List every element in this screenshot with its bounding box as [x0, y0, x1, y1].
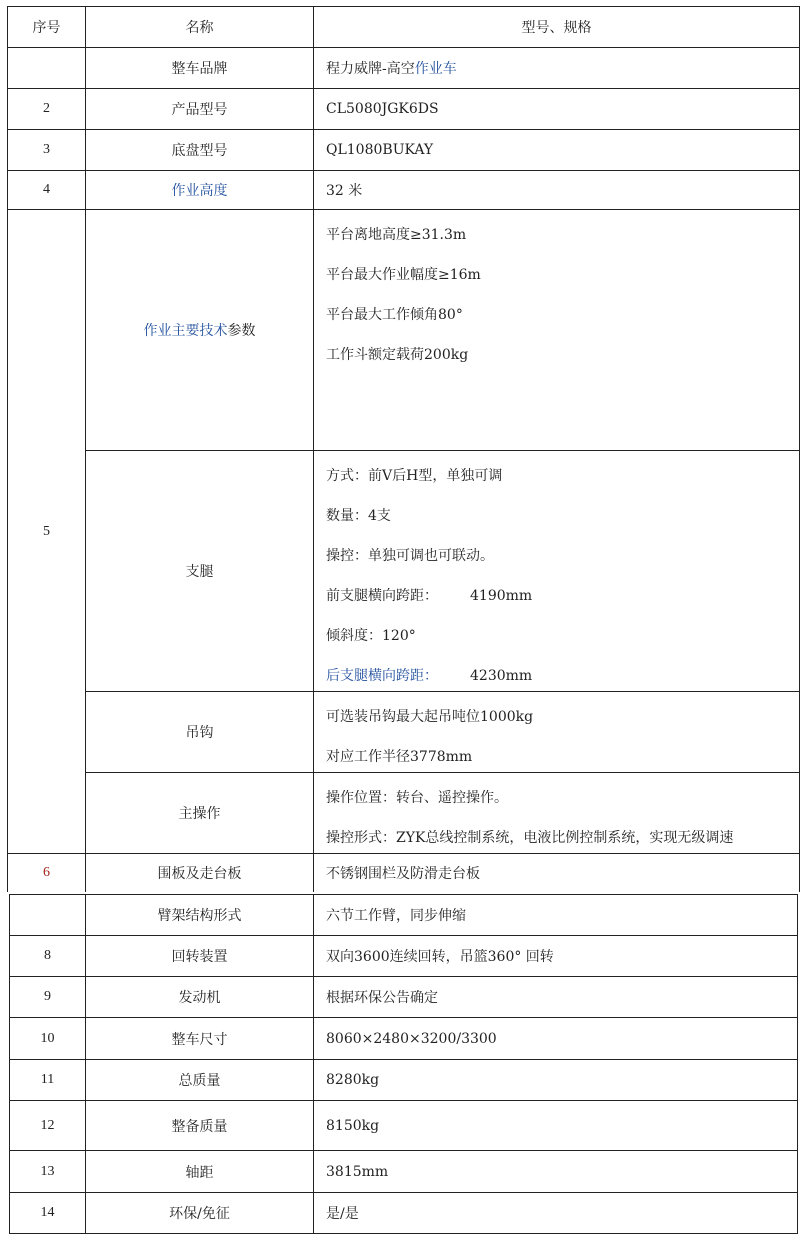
- row9-spec: 根据环保公告确定: [313, 976, 798, 1017]
- legs-name: 支腿: [85, 450, 313, 691]
- row14-seq: 14: [9, 1192, 85, 1234]
- row8-seq: 8: [9, 935, 85, 976]
- legs-line-front-span: [326, 585, 532, 605]
- operation-line-1: 操作位置：转台、遥控操作。: [326, 790, 508, 806]
- row11-name: 总质量: [85, 1059, 313, 1100]
- legs-line-tilt: 倾斜度：120°: [326, 628, 416, 644]
- row2-seq: 2: [7, 88, 85, 129]
- params-name: [85, 209, 313, 450]
- legs-line-rear-span: [326, 665, 532, 685]
- row8-spec: 双向3600连续回转，吊篮360° 回转: [313, 935, 798, 976]
- params-line-3: 平台最大工作倾角80°: [326, 307, 463, 323]
- row1-spec-link: 作业车: [414, 61, 457, 77]
- row4-name: 作业高度: [85, 170, 313, 209]
- params-line-1: 平台离地高度≥31.3m: [326, 227, 467, 243]
- row6-seq: 6: [7, 853, 85, 892]
- front-span-value: 4190mm: [470, 588, 533, 604]
- hook-spec: [313, 691, 800, 772]
- row3-spec: QL1080BUKAY: [313, 129, 800, 170]
- row10-spec: 8060×2480×3200/3300: [313, 1017, 798, 1059]
- legs-line-count: 数量：4支: [326, 508, 391, 524]
- hook-name: 吊钩: [85, 691, 313, 772]
- hook-line-2: 对应工作半径3778mm: [326, 749, 473, 765]
- row13-spec: 3815mm: [313, 1150, 798, 1192]
- front-span-label: 前支腿横向跨距：: [326, 588, 438, 604]
- row7-name: 臂架结构形式: [85, 894, 313, 935]
- row14-name: 环保/免征: [85, 1192, 313, 1234]
- legs-line-control: 操控：单独可调也可联动。: [326, 548, 494, 564]
- row3-seq: 3: [7, 129, 85, 170]
- row3-name: 底盘型号: [85, 129, 313, 170]
- operation-line-2: 操控形式：ZYK总线控制系统，电液比例控制系统，实现无级调速: [326, 830, 734, 846]
- row2-name: 产品型号: [85, 88, 313, 129]
- row13-seq: 13: [9, 1150, 85, 1192]
- row14-spec: 是/是: [313, 1192, 798, 1234]
- params-name-blue: 作业主要技术: [143, 323, 228, 339]
- row9-name: 发动机: [85, 976, 313, 1017]
- row5-seq: 5: [7, 209, 85, 853]
- row13-name: 轴距: [85, 1150, 313, 1192]
- row4-spec: 32 米: [313, 170, 800, 209]
- legs-spec: [313, 450, 800, 691]
- row7-seq: [9, 894, 85, 935]
- row9-seq: 9: [9, 976, 85, 1017]
- row1-seq: [7, 47, 85, 88]
- header-seq: 序号: [7, 6, 85, 47]
- row12-seq: 12: [9, 1100, 85, 1150]
- row12-spec: 8150kg: [313, 1100, 798, 1150]
- row11-spec: 8280kg: [313, 1059, 798, 1100]
- legs-line-mode: 方式：前V后H型，单独可调: [326, 468, 503, 484]
- operation-spec: [313, 772, 800, 853]
- header-spec: 型号、规格: [313, 6, 800, 47]
- row1-spec-plain: 程力威牌-高空: [326, 61, 415, 77]
- rear-span-label: 后支腿横向跨距：: [326, 668, 438, 684]
- row11-seq: 11: [9, 1059, 85, 1100]
- params-spec: [313, 209, 800, 450]
- row6-name: 围板及走台板: [85, 853, 313, 892]
- params-name-plain: 参数: [227, 323, 256, 339]
- params-line-2: 平台最大作业幅度≥16m: [326, 267, 481, 283]
- operation-name: 主操作: [85, 772, 313, 853]
- row10-seq: 10: [9, 1017, 85, 1059]
- hook-line-1: 可选装吊钩最大起吊吨位1000kg: [326, 709, 534, 725]
- row1-name: 整车品牌: [85, 47, 313, 88]
- row2-spec: CL5080JGK6DS: [313, 88, 800, 129]
- row10-name: 整车尺寸: [85, 1017, 313, 1059]
- row1-spec: [313, 47, 800, 88]
- rear-span-value: 4230mm: [470, 668, 533, 684]
- row4-seq: 4: [7, 170, 85, 209]
- row12-name: 整备质量: [85, 1100, 313, 1150]
- params-line-4: 工作斗额定载荷200kg: [326, 347, 469, 363]
- header-name: 名称: [85, 6, 313, 47]
- row8-name: 回转装置: [85, 935, 313, 976]
- row6-spec: 不锈钢围栏及防滑走台板: [313, 853, 800, 892]
- row7-spec: 六节工作臂，同步伸缩: [313, 894, 798, 935]
